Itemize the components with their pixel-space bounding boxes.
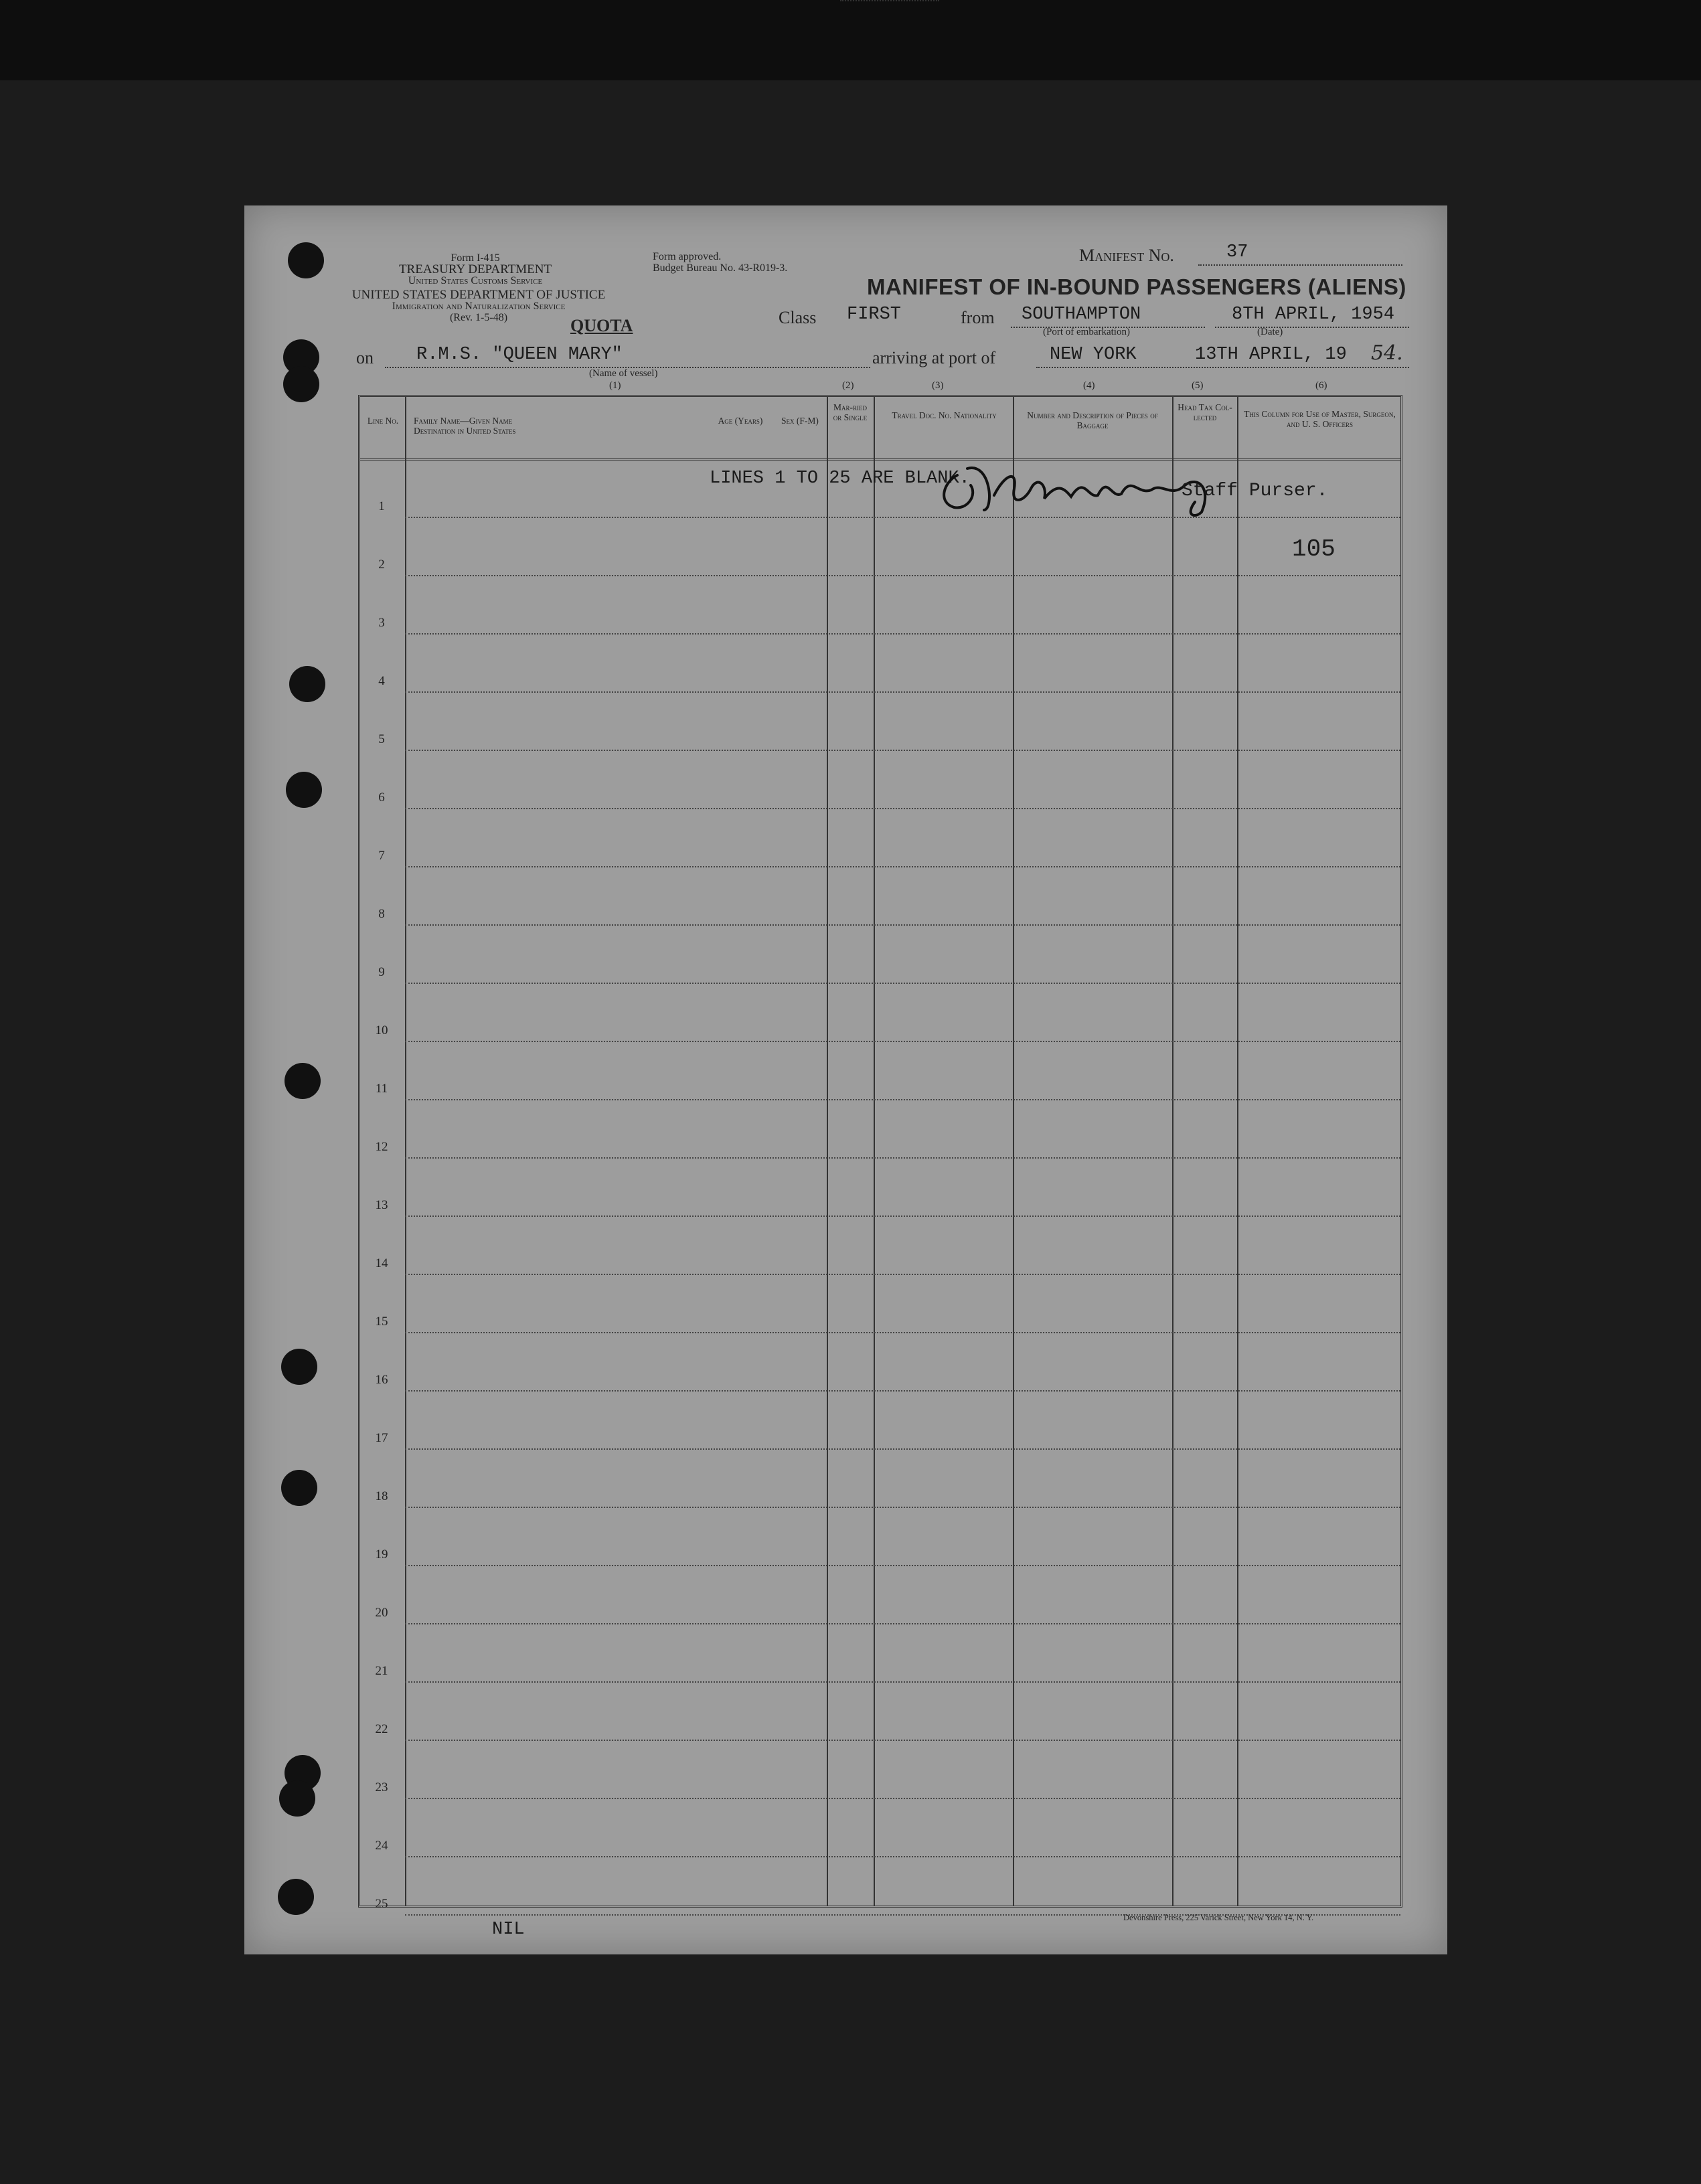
col-divider [1172, 397, 1173, 1906]
header-married: Mar-ried or Single [833, 402, 868, 422]
line-number: 16 [375, 1373, 388, 1387]
punch-hole [283, 366, 319, 402]
line-number: 9 [378, 965, 385, 979]
col-divider [874, 397, 875, 1906]
arrival-port: NEW YORK [1050, 345, 1137, 365]
manifest-title: MANIFEST OF IN-BOUND PASSENGERS (ALIENS) [867, 274, 1406, 299]
table-row [405, 1798, 1400, 1799]
header-name: Family Name—Given Name [414, 416, 513, 426]
line-number: 21 [375, 1664, 388, 1678]
line-number: 17 [375, 1431, 388, 1445]
customs-service: United States Customs Service [408, 275, 543, 286]
col-num-6: (6) [1315, 380, 1327, 391]
line-number: 6 [378, 790, 385, 805]
film-border [0, 0, 1701, 80]
approval-block [653, 251, 787, 274]
line-number: 22 [375, 1722, 388, 1736]
header-officers: This Column for Use of Master, Surgeon, and U. S. Officers [1244, 409, 1396, 429]
line-number: 25 [375, 1897, 388, 1911]
manifest-number-line [1198, 264, 1402, 266]
printer-imprint: Devonshire Press, 225 Varick Street, New York 14, N. Y. [1123, 1913, 1314, 1922]
from-value: SOUTHAMPTON [1022, 305, 1141, 325]
col-num-1: (1) [609, 380, 621, 391]
punch-hole [281, 1470, 317, 1506]
table-row [405, 866, 1400, 867]
col-divider [827, 397, 828, 1906]
line-number: 10 [375, 1023, 388, 1037]
header-travel-doc: Travel Doc. No. Nationality [892, 410, 997, 420]
table-row [405, 517, 1400, 518]
punch-hole [279, 1780, 315, 1817]
header-head-tax: Head Tax Col-lected [1178, 402, 1232, 422]
justice-block [351, 289, 606, 323]
header-age: Age (Years) [718, 416, 763, 426]
table-row [405, 808, 1400, 809]
table-row [405, 1681, 1400, 1683]
col-num-4: (4) [1083, 380, 1095, 391]
punch-hole [281, 1349, 317, 1385]
line-number: 11 [375, 1082, 388, 1096]
date-caption: (Date) [1257, 327, 1283, 337]
table-row [405, 1274, 1400, 1275]
ins-name: Immigration and Naturalization Service [392, 301, 566, 312]
departure-date: 8TH APRIL, 1954 [1232, 305, 1395, 325]
form-dept-block [358, 252, 592, 286]
embark-caption: (Port of embarkation) [1043, 327, 1130, 337]
manifest-number-value: 37 [1226, 242, 1248, 262]
col-num-2: (2) [842, 380, 854, 391]
line-number: 14 [375, 1256, 388, 1270]
punch-hole [285, 1063, 321, 1099]
quota-label: QUOTA [570, 316, 633, 335]
line-number: 3 [378, 616, 385, 630]
arrival-line [1036, 367, 1409, 368]
header-name-block [414, 416, 515, 436]
table-row [405, 750, 1400, 751]
line-number: 12 [375, 1140, 388, 1154]
arrival-year-handwritten: 54. [1371, 341, 1403, 365]
header-line-no: Line No. [367, 416, 399, 426]
line-number: 4 [378, 674, 385, 688]
arrival-date: 13TH APRIL, 19 [1195, 345, 1347, 365]
table-row [405, 1099, 1400, 1100]
class-value: FIRST [847, 305, 902, 325]
punch-hole [288, 242, 324, 278]
header-baggage: Number and Description of Pieces of Baggage [1027, 410, 1158, 430]
from-label: from [961, 308, 995, 327]
table-row [405, 1448, 1400, 1450]
table-row [405, 1390, 1400, 1392]
header-sex: Sex (F-M) [781, 416, 819, 426]
line-number: 20 [375, 1606, 388, 1620]
col-divider [1237, 397, 1238, 1906]
staff-purser: Staff Purser. [1182, 481, 1328, 501]
on-label: on [356, 348, 374, 367]
table-row [405, 575, 1400, 576]
line-number: 18 [375, 1489, 388, 1503]
col-num-5: (5) [1192, 380, 1204, 391]
vessel-name: R.M.S. "QUEEN MARY" [416, 345, 623, 365]
col-num-3: (3) [932, 380, 944, 391]
table-row [405, 1157, 1400, 1159]
line-number: 2 [378, 558, 385, 572]
line-number: 19 [375, 1547, 388, 1562]
table-row [405, 633, 1400, 635]
header-rule [360, 458, 1400, 460]
table-row [405, 983, 1400, 984]
table-row [405, 1565, 1400, 1566]
class-line [840, 0, 939, 1]
table-row [405, 1740, 1400, 1741]
line-number: 8 [378, 907, 385, 921]
form-approved: Form approved. [653, 251, 722, 262]
line-number: 24 [375, 1839, 388, 1853]
vessel-caption: (Name of vessel) [589, 368, 658, 379]
table-row [405, 1215, 1400, 1217]
table-row [405, 1856, 1400, 1857]
header-destination: Destination in United States [414, 426, 516, 436]
punch-hole [289, 666, 325, 702]
treasury-dept: TREASURY DEPARTMENT [398, 262, 552, 276]
table-row [405, 1623, 1400, 1624]
table-row [405, 1507, 1400, 1508]
justice-dept: UNITED STATES DEPARTMENT OF JUSTICE [351, 288, 606, 302]
line-number: 5 [378, 732, 385, 746]
class-label: Class [779, 308, 817, 327]
col-divider [405, 397, 406, 1906]
line-number: 23 [375, 1780, 388, 1794]
budget-bureau: Budget Bureau No. 43-R019-3. [653, 262, 788, 274]
table-row [405, 924, 1400, 926]
line-number: 15 [375, 1315, 388, 1329]
punch-hole [286, 772, 322, 808]
form-revision: (Rev. 1-5-48) [449, 312, 508, 323]
nil-note: NIL [492, 1920, 525, 1940]
punch-hole [278, 1879, 314, 1915]
arriving-label: arriving at port of [872, 348, 996, 367]
departure-line [1215, 327, 1409, 328]
table-row [405, 1332, 1400, 1333]
line-number: 1 [378, 499, 385, 513]
passenger-count: 105 [1292, 535, 1335, 563]
table-row [405, 691, 1400, 693]
manifest-number-label: Manifest No. [1079, 246, 1174, 265]
line-number: 13 [375, 1198, 388, 1212]
form-number: Form I-415 [451, 252, 500, 264]
passenger-table [358, 395, 1402, 1911]
col-divider [1013, 397, 1014, 1906]
line-number: 7 [378, 849, 385, 863]
blank-lines-note: LINES 1 TO 25 ARE BLANK. [710, 469, 970, 489]
table-row [405, 1041, 1400, 1042]
